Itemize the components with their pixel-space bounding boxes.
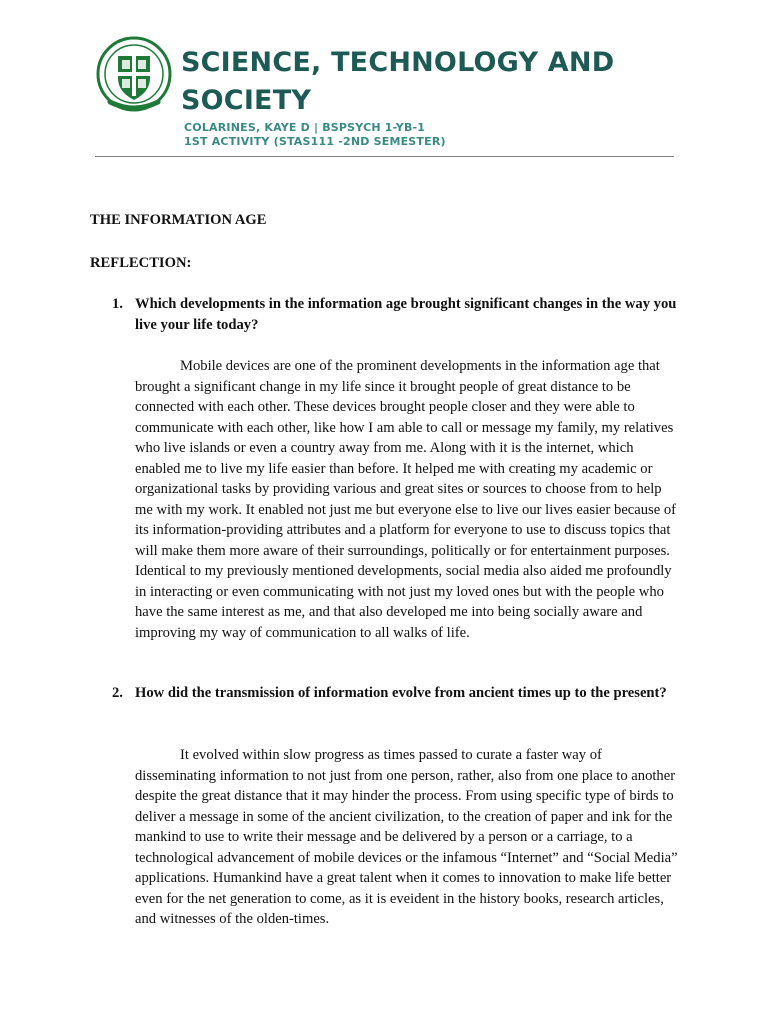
school-seal-logo <box>96 34 172 118</box>
seal-graphic <box>96 34 172 118</box>
header-divider <box>95 156 674 157</box>
page-title: SCIENCE, TECHNOLOGY AND SOCIETY <box>181 47 615 116</box>
section-code: BSPSYCH 1-YB-1 <box>322 121 426 134</box>
answer-paragraph: Mobile devices are one of the prominent developments in the information age that brought a significant change in my life since it brought people of great distance to be connected with each other. These devices brought people closer and they were able to communicate with each other, like how I am able to call or message my family, my relatives who live islands or even a country away from me. Along with it is the internet, which enabled me to live my life easier than before. It helped me with creating my academic or organizational tasks by providing various and great sites or sources to choose from to help me with my work. It enabled not just me but everyone else to live our lives easier because of its information-providing attributes and a platform for everyone to use to discuss topics that will make them more aware of their surroundings, politically or for entertainment purposes. Identical to my previously mentioned developments, social media also aided me profoundly in interacting or even communicating with not just my loved ones but with the people who have the same interest as me, and that also developed me into being socially aware and improving my way of communication to all walks of life. <box>135 358 677 641</box>
document-title: THE INFORMATION AGE <box>90 212 267 228</box>
author-line <box>184 121 446 135</box>
question-text: How did the transmission of information evolve from ancient times up to the present? <box>135 685 667 701</box>
question-number: 1. <box>112 296 123 312</box>
question-number: 2. <box>112 685 123 701</box>
activity-line: 1ST ACTIVITY (STAS111 -2ND SEMESTER) <box>184 135 446 148</box>
meta-separator: | <box>314 121 319 134</box>
section-label: REFLECTION: <box>90 255 192 271</box>
question-text: Which developments in the information age brought significant changes in the way you live your life today? <box>135 296 677 333</box>
answer-paragraph: It evolved within slow progress as times passed to curate a faster way of disseminating information to not just from one person, rather, also from one place to another despite the great distance that it may hinder the process. From using specific type of birds to deliver a message in some of the ancient civilization, to the creation of paper and ink for the mankind to use to write their message and be delivered by a person or a carriage, to a technological advancement of mobile devices or the infamous “Internet” and “Social Media” applications. Humankind have a great talent when it comes to innovation to make life better even for the net generation to come, as it is eveident in the history books, research articles, and witnesses of the olden-times. <box>135 747 678 927</box>
author-name: COLARINES, KAYE D <box>184 121 310 134</box>
header-meta <box>184 121 446 149</box>
